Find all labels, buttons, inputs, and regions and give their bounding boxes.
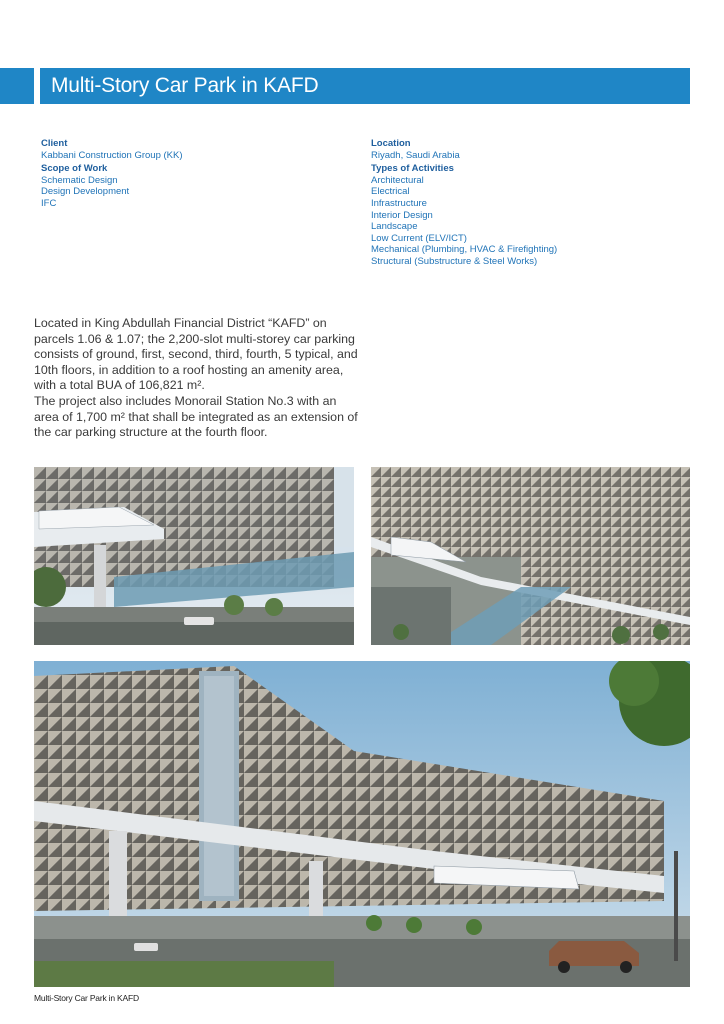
- location-value: Riyadh, Saudi Arabia: [371, 149, 460, 161]
- street-view-render-image: [34, 661, 690, 987]
- activity-item: Landscape: [371, 221, 418, 233]
- activity-item: Interior Design: [371, 209, 433, 221]
- page-title: Multi-Story Car Park in KAFD: [40, 68, 690, 104]
- project-info-right: [371, 138, 691, 268]
- title-accent-block: [0, 68, 34, 104]
- description-paragraph-2: The project also includes Monorail Station No.3 with an area of 1,700 m² that shall be integrated as an extension of the car parking structure at the fourth floor.: [34, 394, 358, 439]
- scope-item: Schematic Design: [41, 174, 118, 186]
- client-label: Client: [41, 138, 68, 149]
- scope-item: IFC: [41, 197, 57, 209]
- project-info-left: [41, 138, 321, 210]
- activity-item: Infrastructure: [371, 197, 427, 209]
- facade-render-image: [34, 467, 354, 645]
- scope-item: Design Development: [41, 186, 130, 198]
- location-label: Location: [371, 138, 411, 149]
- activity-item: Low Current (ELV/ICT): [371, 232, 467, 244]
- activity-item: Structural (Substructure & Steel Works): [371, 255, 538, 267]
- activities-label: Types of Activities: [371, 163, 454, 175]
- scope-label: Scope of Work: [41, 163, 108, 175]
- description-paragraph-1: Located in King Abdullah Financial District “KAFD” on parcels 1.06 & 1.07; the 2,200-slot multi-storey car parking consists of ground, first, second, third, fourth, 5 typical, and 10th floors, in addition to a roof hosting an amenity area, with a total BUA of 106,821 m².: [34, 316, 358, 392]
- aerial-render-image: [371, 467, 690, 645]
- activity-item: Electrical: [371, 186, 410, 198]
- activity-item: Architectural: [371, 174, 424, 186]
- client-value: Kabbani Construction Group (KK): [41, 149, 183, 161]
- activity-item: Mechanical (Plumbing, HVAC & Firefighting): [371, 244, 558, 256]
- image-caption: Multi-Story Car Park in KAFD: [34, 993, 139, 1003]
